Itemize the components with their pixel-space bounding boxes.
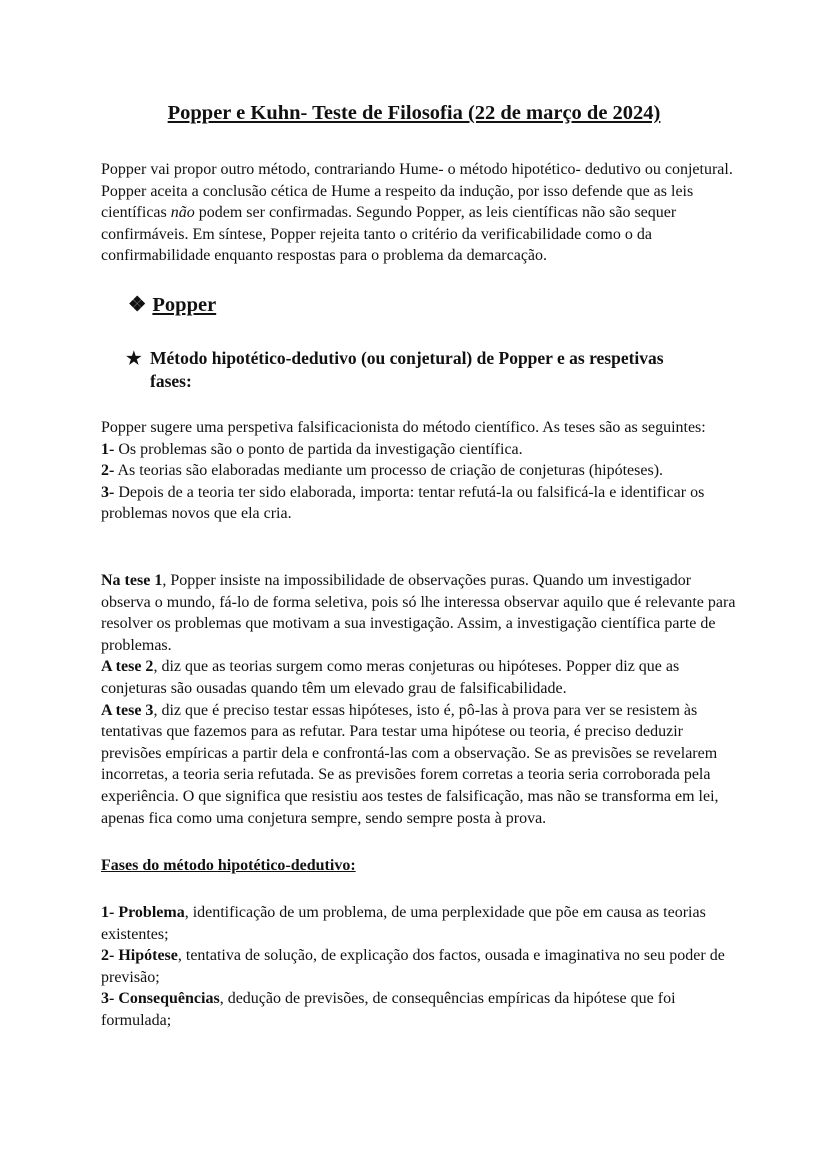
explanation-lead: A tese 3 <box>101 701 154 719</box>
thesis-number: 1- <box>101 440 115 458</box>
star-bullet-icon: ★ <box>126 348 142 368</box>
phase-item <box>101 945 741 988</box>
thesis-item <box>101 439 741 461</box>
section-heading <box>128 292 216 317</box>
thesis-item <box>101 460 741 482</box>
intro-paragraph <box>101 159 741 267</box>
thesis-text: As teorias são elaboradas mediante um processo de criação de conjeturas (hipóteses). <box>114 462 664 480</box>
section-title: Popper <box>152 294 217 316</box>
phase-lead: 3- Consequências <box>101 990 220 1008</box>
diamond-bullet-icon: ❖ <box>128 294 147 316</box>
thesis-item <box>101 482 741 525</box>
phase-text: , identificação de um problema, de uma perplexidade que põe em causa as teorias existentes; <box>101 904 706 943</box>
thesis-text: Os problemas são o ponto de partida da investigação científica. <box>114 440 523 458</box>
phase-item <box>101 988 741 1031</box>
subsection-heading <box>126 347 686 393</box>
explanations-block <box>101 570 741 829</box>
thesis-text: Depois de a teoria ter sido elaborada, importa: tentar refutá-la ou falsificá-la e identificar os problemas novos que ela cria. <box>101 483 705 523</box>
document-title: Popper e Kuhn- Teste de Filosofia (22 de março de 2024) <box>167 102 661 124</box>
phases-title: Fases do método hipotético-dedutivo: <box>101 857 356 874</box>
intro-text: podem ser confirmadas. Segundo Popper, as leis científicas não são sequer confirmáveis. Em síntese, Popper rejeita tanto o critério da verificabilidade como o da confirmabilidade enquanto respostas para o problema da demarcação. <box>101 204 677 265</box>
phase-lead: 1- Problema <box>101 904 185 921</box>
phase-lead: 2- Hipótese <box>101 947 178 965</box>
explanation-paragraph <box>101 570 741 656</box>
phases-list <box>101 902 741 1032</box>
subsection-title: Método hipotético-dedutivo (ou conjetural) de Popper e as respetivas fases: <box>150 348 664 391</box>
explanation-text: , Popper insiste na impossibilidade de observações puras. Quando um investigador observa o mundo, fá-lo de forma seletiva, pois só lhe interessa observar aquilo que é relevante para resolver os problemas que motivam a sua investigação. Assim, a investigação científica parte de problemas. <box>101 572 736 654</box>
theses-block <box>101 417 741 525</box>
phase-text: , dedução de previsões, de consequências empíricas da hipótese que foi formulada; <box>101 990 676 1029</box>
explanation-lead: Na tese 1 <box>101 572 163 589</box>
explanation-text: , diz que as teorias surgem como meras conjeturas ou hipóteses. Popper diz que as conjeturas são ousadas quando têm um elevado grau de falsificabilidade. <box>101 658 680 697</box>
phase-text: , tentativa de solução, de explicação dos factos, ousada e imaginativa no seu poder de previsão; <box>101 947 725 986</box>
phase-item <box>101 902 741 945</box>
explanation-paragraph <box>101 656 741 699</box>
thesis-number: 2- <box>101 462 115 480</box>
intro-text: Popper vai propor outro método, contrariando Hume- o método hipotético- dedutivo ou conjetural. Popper aceita a conclusão cética de Hume a respeito da indução, por isso defende que as leis científicas <box>101 161 733 222</box>
intro-emphasis: não <box>170 204 195 222</box>
explanation-lead: A tese 2 <box>101 658 154 676</box>
theses-intro: Popper sugere uma perspetiva falsificacionista do método científico. As teses são as seguintes: <box>101 419 706 436</box>
thesis-number: 3- <box>101 483 115 501</box>
explanation-text: , diz que é preciso testar essas hipóteses, isto é, pô-las à prova para ver se resistem às tentativas que fazemos para as refutar. Para testar uma hipótese ou teoria, é preciso deduzir previsões empíricas a partir dela e confrontá-las com a observação. Se as previsões se revelarem incorretas, a teoria seria refutada. Se as previsões forem corretas a teoria seria corroborada pela experiência. O que significa que resistiu aos testes de falsificação, mas não se transforma em lei, apenas fica como uma conjetura sempre, sendo sempre posta à prova. <box>101 701 719 827</box>
explanation-paragraph <box>101 700 741 830</box>
